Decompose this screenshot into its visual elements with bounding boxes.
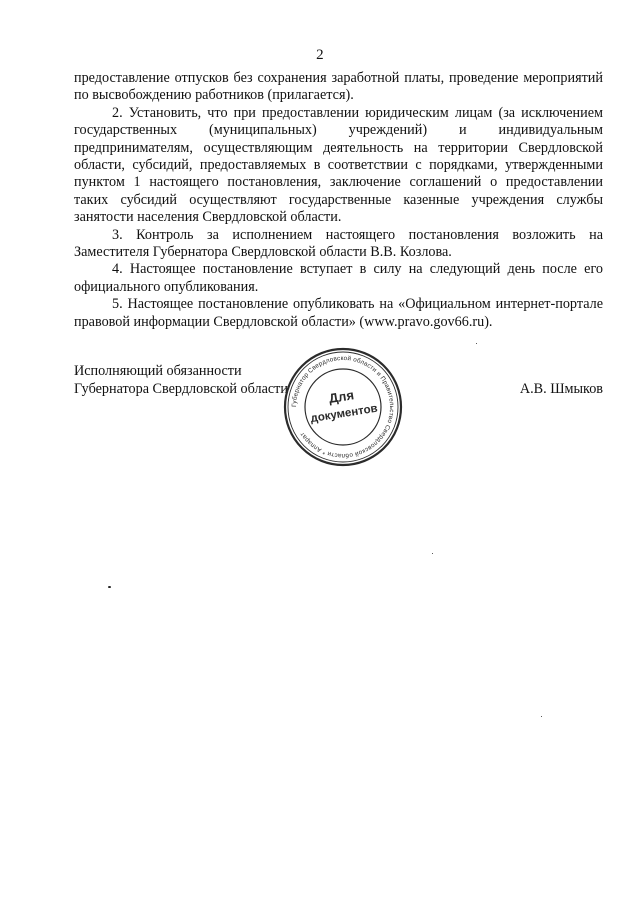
scan-speck [541,716,542,717]
stamp-center-line-1: Для [327,387,355,407]
scan-speck [432,553,433,554]
signatory-title-line-2: Губернатора Свердловской области [74,381,288,397]
paragraph-4: 4. Настоящее постановление вступает в силу на следующий день после его официального опубликования. [74,261,603,295]
paragraph-5: 5. Настоящее постановление опубликовать на «Официальном интернет-портале правовой информации Свердловской области» (www.pravo.gov66.ru). [74,296,603,330]
page-number: 2 [316,47,324,63]
signatory-title [74,362,288,398]
stamp-center-line-2: документов [309,402,379,426]
stamp-ring-textpath: Губернатор Свердловской области и Правительство Свердловской области * Аппарат [290,354,396,460]
scan-speck [108,586,111,588]
official-stamp [282,346,404,468]
stamp-rings [285,349,401,465]
paragraph-3: 3. Контроль за исполнением настоящего постановления возложить на Заместителя Губернатора Свердловской области В.В. Козлова. [74,226,603,261]
signatory-name: А.В. Шмыков [519,381,603,397]
signatory-title-line-1: Исполняющий обязанности [74,363,242,379]
paragraph-continuation: предоставление отпусков без сохранения заработной платы, проведение мероприятий по высвобождению работников (прилагается). [74,70,603,104]
scan-speck [476,343,477,344]
paragraph-2: 2. Установить, что при предоставлении юридическим лицам (за исключением государственных (муниципальных) учреждений) и индивидуальным предпринимателям, осуществляющим деятельность на территории Свердловской области, субсидий, предоставляемых в соответствии с порядками, утвержденными пунктом 1 настоящего постановления, заключение соглашений о предоставлении таких субсидий осуществляют государственные казенные учреждения службы занятости населения Свердловской области. [74,104,603,226]
document-body [74,70,603,331]
